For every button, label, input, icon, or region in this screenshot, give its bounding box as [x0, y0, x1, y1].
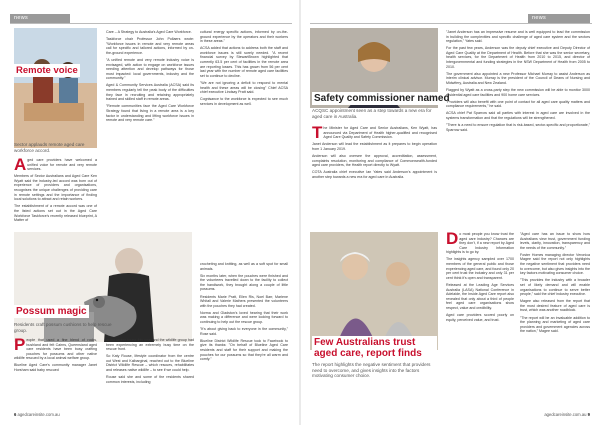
paragraph: ged care providers have welcomed a unified voice for remote and very remote services.: [27, 158, 97, 172]
site-url[interactable]: agedcareinsite.com.au: [17, 412, 60, 417]
paragraph: Blueline District Wildlife Rescue took to Facebook to give its thanks: "On behalf of Blueline Aged Care residents and staff for their support and making the pouches for our possums so that they're all warm and comfy.": [200, 338, 288, 362]
commissioner-col2: [446, 30, 590, 226]
paragraph: "We are not ignoring a deficit to respond to mental health and these areas will be closing" Chief ACSA chief executive Lindsay Pratt said.: [200, 80, 288, 95]
dropcap: D: [446, 232, 459, 248]
news-tab-label: news: [14, 15, 29, 21]
remote-voice-col2: [106, 30, 194, 260]
trust-title: Few Australians trust aged care, report finds: [312, 336, 437, 360]
paragraph: Released at the Leading Age Services Australia (LASA) National Conference in Adelaide, the Inside Aged Care report also revealed that only about a third of people feel aged care organisations show respect, value and credibility.: [446, 282, 514, 310]
paragraph: Cognisance to the workforce is expected to see much services in development as well.: [200, 97, 288, 106]
commissioner-subtitle: ACQSC appointment seen as a step towards a new era for aged care in Australia.: [312, 108, 432, 119]
trust-col1: [446, 232, 514, 408]
paragraph: So Katy Rouse, lifestyle coordinator from the centre out West and Kalbarginal, reached out to the Blueline District Wildlife Rescue – which rescues, rehabilitates and releases native wildlife – to see if we could help.: [106, 354, 194, 373]
paragraph: at the region found this year and the wildlife group had been experiencing an extremely busy time on the rescue front.: [106, 338, 194, 352]
possum-col1: [14, 338, 97, 408]
possum-col3: [200, 262, 288, 408]
paragraph: ACSA added that actions to address both the staff and workforce issues is still sorely needed. "A recent financial survey by StewartBrown highlighted that currently 63.5 per cent of facilities in the remote area are reporting losses. This has grown from 56 per cent last year with the number of remote aged care facilities set to continue to decline.: [200, 46, 288, 78]
paragraph: The insights agency sampled over 1700 members of the general public and those experiencing aged care, and found only 20 per cent trust the industry and only 31 per cent think it's open and transparent.: [446, 257, 514, 280]
paragraph: Aged & Community Services Australia (ACSA) said its members regularly tell the peak body of the difficulties they face in recruiting and retaining appropriately trained and skilled staff in remote areas.: [106, 83, 194, 102]
trust-photo: [310, 232, 438, 350]
paragraph: Care – A Strategy to Australia's Aged Care Workforce.: [106, 30, 192, 34]
paragraph: Six months later, when the pouches were finished and the volunteers travelled down to the facility to collect the handiwork, they brought along a couple of little possums.: [200, 273, 288, 292]
paragraph: COTA Australia chief executive Ian Yates said Anderson's appointment is another step towards a new era for aged care in Australia.: [312, 170, 437, 179]
news-tab-label: news: [532, 15, 547, 21]
site-url[interactable]: agedcareinsite.com.au: [544, 412, 587, 417]
paragraph: eople that used a fine blend of rocks, bushland and felt Cairns, Queensland aged care residents have been busy crafting pouches for possums and other native wildlife rescued by a local animal welfare group.: [14, 338, 97, 361]
paragraph: crocheting and knitting, as well as a soft spot for small animals.: [200, 262, 288, 271]
dropcap: P: [14, 338, 26, 354]
paragraph: Norma and Gladston's loved hearing that their work was making a difference and were looking forward to continuing to help out the rescue group.: [200, 310, 288, 325]
remote-voice-col3: [200, 30, 288, 260]
spread-gutter: [299, 0, 301, 425]
remote-voice-subtitle: Sector applauds remote aged care workforce accord.: [14, 142, 85, 153]
paragraph: "There is a need to ensure regulation that is risk-based, sector-specific and proportionate," Sparrow said.: [446, 123, 590, 132]
header-rule: [10, 23, 292, 24]
paragraph: cultural energy specific actions, informed by on-the-ground experience by the operators and their workers in these areas.": [200, 30, 288, 44]
paragraph: he Minister for Aged Care and Senior Australians, Ken Wyatt, has announced via Department of Health higher-qualified and recognised Aged Care Quality and Safety Commission.: [323, 126, 437, 140]
paragraph: Rouse said she and some of the residents shared common interests, including: [106, 375, 194, 384]
paragraph: "Providers will also benefit with one point of contact for all aged care quality matters and compliance requirements," he said.: [446, 99, 590, 109]
paragraph: Flagged by Wyatt as a cross-party step the new commission will be able to monitor 3000 residential aged care facilities and 900 home care services.: [446, 88, 590, 97]
trust-subtitle: The report highlights the negative sentiment that providers need to overcome, and gives insights into the factors motivating consumer choice.: [312, 362, 431, 379]
paragraph: For the past few years, Anderson was the deputy chief executive and Deputy Director of Aged Care Quality at the Department of Health. Before that she was the senior secretary, health services, for the Department of Health from 2010 to 2015, and director of Intergovernmental and funding strategies in the NSW Department of Health from 2005 to 2010.: [446, 46, 590, 69]
possum-title: Possum magic: [16, 306, 87, 317]
paragraph: The establishment of a remote accord was one of the listed actions set out in the Aged Care Workforce Taskforce's recently released blueprint, A Matter of: [14, 204, 97, 223]
dropcap: T: [312, 126, 323, 142]
paragraph: "A unified remote and very remote industry voice is envisaged, with action to engage on workforce issues needing attention and develop pathways for those most impacted: local governments, industry and the community.": [106, 57, 194, 81]
possum-subtitle: Residents craft possum cushions to help rescue group.: [14, 322, 112, 333]
header-rule: [310, 23, 592, 24]
news-tab: [10, 14, 70, 23]
paragraph: "The report will be an invaluable addition to the planning and marketing of aged care providers and government agencies across the nation," Magee said.: [520, 315, 590, 334]
remote-voice-title: Remote voice: [16, 65, 78, 76]
paragraph: Residents Marie Pratt, Ellen Ris, Noel Barr, Marlene Whitall and Valerie Mathers presented the volunteers with the pouches they had created.: [200, 294, 288, 308]
right-page: [300, 0, 600, 425]
paragraph: Aged care providers scored poorly on equity, perceived value, and trust.: [446, 313, 514, 322]
page-number: 6: [14, 412, 17, 417]
left-footer: [14, 412, 60, 417]
paragraph: "Remote communities face the Aged Care Workforce Strategy found that living in a remote area is a key factor in understanding and lifting workforce issues in remote and very remote care.": [106, 104, 194, 123]
possum-col2: [106, 338, 194, 408]
paragraph: Members of Sector Australians and Aged Care Ken Wyatt said the industry-led accord was born out of experience of providers and organisations, recognises the unique challenges of providing care in remote settings and the importance of finding local solutions to attract and retain workers.: [14, 174, 97, 202]
paragraph: "This provides the industry with a broader set of likely demand and will enable organisations to continue to serve better people," said the chief industry executive.: [520, 278, 590, 297]
paragraph: Anderson will also oversee the approval, accreditation, assessment, complaints resolution, monitoring and compliance of Commonwealth-funded aged care providers, the Health report directly to Wyatt.: [312, 153, 437, 168]
paragraph: o most people you know trust the aged care industry? Chances are they don't, if a new report by Aged Care Industry Information highlights is to go by.: [446, 232, 514, 255]
commissioner-col1: [312, 126, 437, 226]
paragraph: "It's about giving back to everyone in the community," Rose said.: [200, 327, 288, 336]
paragraph: Janet Anderson will lead the establishment as it prepares to begin operation from 1 January 2019.: [312, 142, 437, 151]
paragraph: Taskforce chair Professor John Pollaers wrote: "Workforce issues in remote and very remote areas call for specific and tailored actions, informed by on-the-ground experience.: [106, 37, 194, 55]
paragraph: "Aged care has an issue to show how Australians view trust, government funding levels, clarity, innovation, transparency and the needs of the community.": [520, 232, 590, 250]
paragraph: Blueline Aged Care's community manager Janet Horsham said baby rescued: [14, 363, 97, 373]
paragraph: Foster Homes managing director Veronica Magee said the report not only highlights the negative sentiment that providers need to overcome, but also gives insights into the key factors motivating consumer choice.: [520, 252, 590, 276]
paragraph: ACSA chief Pat Sparrow said all parties with interest in aged care are involved in the systems transformation and that the regulations will be strengthened.: [446, 111, 590, 120]
news-tab: [528, 14, 590, 23]
page-number: 9: [587, 412, 590, 417]
paragraph: The government also appointed a new Professor Michael Murray to assist Anderson as interim clinical advisor. Murray is the president of the Council of Deans of Nursing and Midwifery, Australia and New Zealand.: [446, 71, 590, 85]
remote-voice-photo: [14, 28, 97, 148]
right-footer: [544, 412, 590, 417]
paragraph: "Janet Anderson has an impressive resume and is well equipped to lead the commission in building the complexities and specific challenge of aged care system and the sectors regulation," Yates said.: [446, 30, 590, 44]
paragraph: Magee also released from the report that the most desired feature of aged care is trust, which was another roadblock.: [520, 299, 590, 313]
trust-col2: [520, 232, 590, 408]
dropcap: A: [14, 158, 27, 174]
commissioner-title: Safety commissioner named: [314, 93, 450, 104]
